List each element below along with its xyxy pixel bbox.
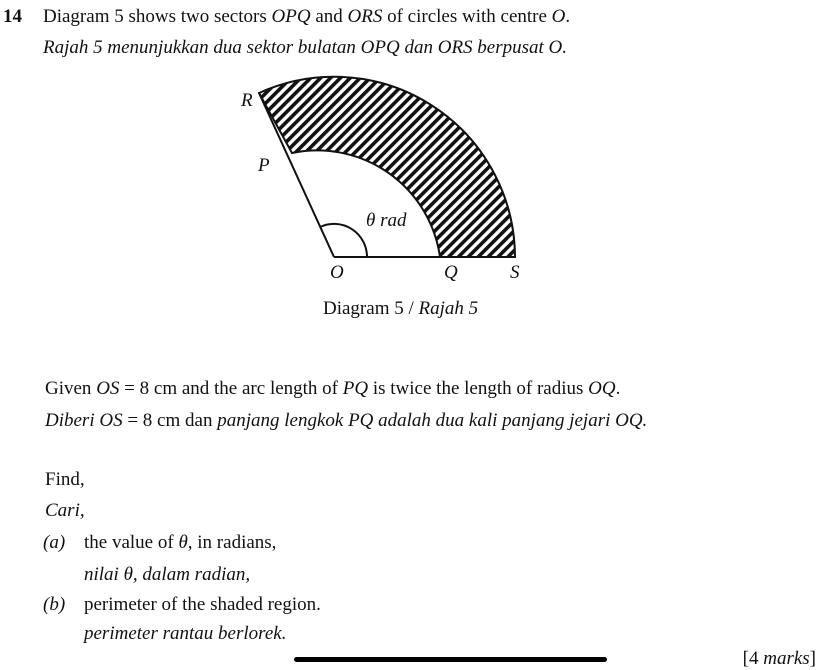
question-text-en: Diagram 5 shows two sectors OPQ and ORS of circles with centre O. <box>43 6 571 27</box>
marks-label: [4 marks] <box>742 648 816 669</box>
part-b-text-ms: perimeter rantau berlorek. <box>84 623 287 644</box>
find-label-ms: Cari, <box>45 500 85 521</box>
label-S: S <box>510 262 520 283</box>
part-a-label: (a) <box>43 532 66 553</box>
label-Q: Q <box>444 262 458 283</box>
label-R: R <box>241 90 253 111</box>
label-O: O <box>330 262 344 283</box>
question-text-ms: Rajah 5 menunjukkan dua sektor bulatan OPQ dan ORS berpusat O. <box>43 37 568 58</box>
label-theta: θ rad <box>366 210 407 231</box>
question-number: 14 <box>3 6 22 27</box>
label-P: P <box>258 155 270 176</box>
given-text-ms: Diberi OS = 8 cm dan panjang lengkok PQ adalah dua kali panjang jejari OQ. <box>45 410 648 431</box>
diagram-caption: Diagram 5 / Rajah 5 <box>323 298 479 319</box>
part-a-text-ms: nilai θ, dalam radian, <box>84 564 251 585</box>
part-a-text-en: the value of θ, in radians, <box>84 532 277 553</box>
find-label-en: Find, <box>45 469 85 490</box>
part-b-text-en: perimeter of the shaded region. <box>84 594 321 615</box>
footer-rule <box>294 657 607 662</box>
given-text-en: Given OS = 8 cm and the arc length of PQ is twice the length of radius OQ. <box>45 378 621 399</box>
sector-diagram <box>0 0 822 300</box>
part-b-label: (b) <box>43 594 66 615</box>
